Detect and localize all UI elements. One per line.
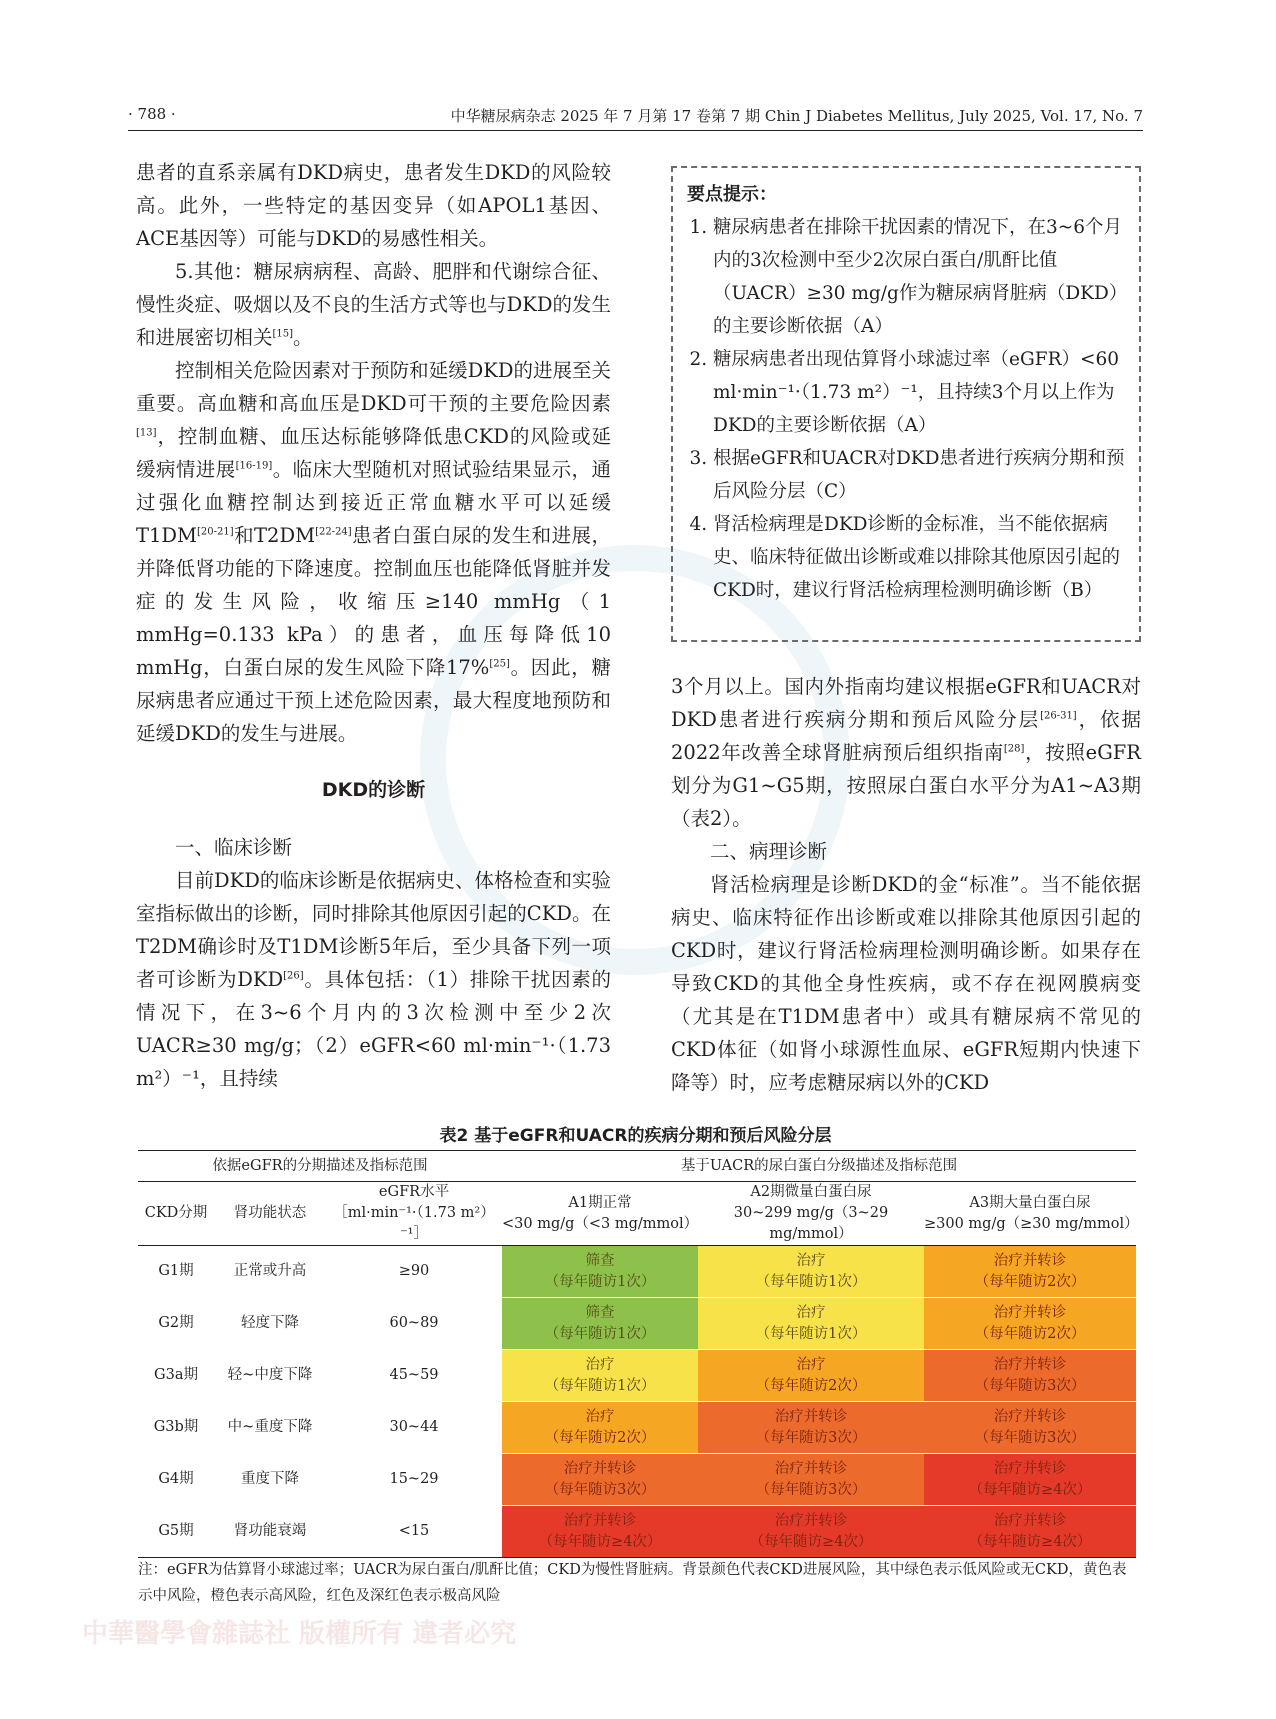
stage-cell: G4期: [158, 1471, 194, 1487]
stage-cell: G3b期: [153, 1419, 199, 1435]
risk-cell: 治疗并转诊 （每年随访3次）: [924, 1350, 1136, 1402]
citation: [26-31]: [1040, 710, 1077, 722]
risk-cell: 治疗 （每年随访1次）: [698, 1246, 924, 1298]
risk-cell: 治疗并转诊 （每年随访2次）: [924, 1298, 1136, 1350]
table-caption: 表2 基于eGFR和UACR的疾病分期和预后风险分层: [439, 1126, 832, 1146]
paragraph: 控制相关危险因素对于预防和延缓DKD的进展至关重要。高血糖和高血压是DKD可干预的主要危险因素[13]，控制血糖、血压达标能够降低患CKD的风险或延缓病情进展[16-19]。临床大型随机对照试验结果显示，通过强化血糖控制达到接近正常血糖水平可以延缓T1DM[20-21]和T2DM[22-24]患者白蛋白尿的发生和进展，并降低肾功能的下降速度。控制血压也能降低肾脏并发症的发生风险，收缩压≥140 mmHg（1 mmHg=0.133 kPa）的患者，血压每降低10 mmHg，白蛋白尿的发生风险下降17%[25]。因此，糖尿病患者应通过干预上述危险因素，最大程度地预防和延缓DKD的发生与进展。: [136, 359, 611, 745]
key-point: 3. 根据eGFR和UACR对DKD患者进行疾病分期和预后风险分层（C）: [713, 442, 1125, 508]
right-column: [671, 670, 1141, 1099]
key-points-title: 要点提示：: [687, 184, 777, 205]
ckd-risk-table: [138, 1150, 1139, 1558]
risk-cell: 治疗 （每年随访1次）: [502, 1350, 698, 1402]
function-cell: 肾功能衰竭: [214, 1506, 326, 1558]
table-row: [138, 1298, 1136, 1350]
risk-cell: 筛查 （每年随访1次）: [502, 1298, 698, 1350]
paragraph: 5.其他：糖尿病病程、高龄、肥胖和代谢综合征、慢性炎症、吸烟以及不良的生活方式等也与DKD的发生和进展密切相关[15]。: [136, 260, 611, 349]
citation: [16-19]: [235, 460, 273, 472]
key-points-list: [687, 211, 1125, 607]
key-point: 1. 糖尿病患者在排除干扰因素的情况下，在3~6个月内的3次检测中至少2次尿白蛋白/肌酐比值（UACR）≥30 mg/g作为糖尿病肾脏病（DKD）的主要诊断依据（A）: [713, 211, 1125, 343]
subsection-heading: 二、病理诊断: [710, 840, 828, 863]
key-point: 4. 肾活检病理是DKD诊断的金标准，当不能依据病史、临床特征做出诊断或难以排除其他原因引起的CKD时，建议行肾活检病理检测明确诊断（B）: [713, 508, 1125, 607]
table-row: [138, 1402, 1136, 1454]
risk-cell: 筛查 （每年随访1次）: [502, 1246, 698, 1298]
group-header-uacr: 基于UACR的尿白蛋白分级描述及指标范围: [502, 1151, 1136, 1182]
stage-cell: G2期: [158, 1315, 194, 1331]
risk-cell: 治疗并转诊 （每年随访3次）: [698, 1454, 924, 1506]
citation: [25]: [489, 658, 510, 670]
function-cell: 轻度下降: [241, 1315, 299, 1331]
section-heading: DKD的诊断: [321, 779, 426, 801]
paragraph: 目前DKD的临床诊断是依据病史、体格检查和实验室指标做出的诊断，同时排除其他原因引起的CKD。在T2DM确诊时及T1DM诊断5年后，至少具备下列一项者可诊断为DKD[26]。具体包括：（1）排除干扰因素的情况下，在3~6个月内的3次检测中至少2次UACR≥30 mg/g；（2）eGFR<60 ml·min⁻¹·（1.73 m²）⁻¹，且持续: [136, 869, 611, 1090]
risk-cell: 治疗并转诊 （每年随访≥4次）: [924, 1506, 1136, 1558]
subsection-heading: 一、临床诊断: [175, 836, 293, 859]
stage-cell: G5期: [138, 1506, 214, 1558]
risk-cell: 治疗并转诊 （每年随访3次）: [502, 1454, 698, 1506]
left-column: [136, 156, 611, 1095]
citation: [20-21]: [197, 526, 234, 538]
egfr-cell: ≥90: [398, 1263, 430, 1280]
function-cell: 轻~中度下降: [227, 1367, 313, 1383]
risk-cell: 治疗 （每年随访1次）: [698, 1298, 924, 1350]
citation: [28]: [1003, 743, 1025, 755]
paragraph: 3个月以上。国内外指南均建议根据eGFR和UACR对DKD患者进行疾病分期和预后风险分层[26-31]，依据2022年改善全球肾脏病预后组织指南[28]，按照eGFR划分为G1~G5期，按照尿白蛋白水平分为A1~A3期（表2）。: [671, 675, 1141, 830]
citation: [26]: [283, 970, 304, 982]
citation: [15]: [272, 328, 294, 340]
risk-cell: 治疗并转诊 （每年随访3次）: [924, 1402, 1136, 1454]
citation: [13]: [136, 427, 157, 439]
risk-cell: 治疗并转诊 （每年随访≥4次）: [502, 1506, 698, 1558]
risk-cell: 治疗 （每年随访2次）: [698, 1350, 924, 1402]
risk-cell: 治疗并转诊 （每年随访3次）: [698, 1402, 924, 1454]
table-row: [138, 1350, 1136, 1402]
egfr-cell: 60~89: [389, 1315, 439, 1331]
risk-cell: 治疗并转诊 （每年随访≥4次）: [924, 1454, 1136, 1506]
table-note: 注：eGFR为估算肾小球滤过率；UACR为尿白蛋白/肌酐比值；CKD为慢性肾脏病。背景颜色代表CKD进展风险，其中绿色表示低风险或无CKD，黄色表示中风险，橙色表示高风险，红色及深红色表示极高风险: [138, 1562, 1127, 1604]
egfr-cell: 45~59: [389, 1367, 439, 1383]
table-row: [138, 1246, 1136, 1298]
egfr-cell: 30~44: [389, 1419, 439, 1435]
function-cell: 中~重度下降: [227, 1419, 313, 1435]
risk-cell: 治疗并转诊 （每年随访≥4次）: [698, 1506, 924, 1558]
stage-cell: G3a期: [154, 1367, 198, 1383]
function-cell: 重度下降: [241, 1471, 299, 1487]
journal-title: 中华糖尿病杂志 2025 年 7 月第 17 卷第 7 期 Chin J Diabetes Mellitus, July 2025, Vol. 17, No. 7: [450, 107, 1143, 125]
column-header: 肾功能状态: [214, 1182, 326, 1246]
paragraph: 患者的直系亲属有DKD病史，患者发生DKD的风险较高。此外，一些特定的基因变异（如APOL1基因、ACE基因等）可能与DKD的易感性相关。: [136, 161, 611, 250]
column-header: A2期微量白蛋白尿 30~299 mg/g（3~29 mg/mmol）: [698, 1182, 924, 1246]
function-cell: 正常或升高: [233, 1263, 307, 1280]
key-point: 2. 糖尿病患者出现估算肾小球滤过率（eGFR）<60 ml·min⁻¹·（1.73 m²）⁻¹，且持续3个月以上作为DKD的主要诊断依据（A）: [713, 343, 1125, 442]
group-header-egfr: 依据eGFR的分期描述及指标范围: [138, 1151, 502, 1182]
paragraph: 肾活检病理是诊断DKD的金“标准”。当不能依据病史、临床特征作出诊断或难以排除其他原因引起的CKD时，建议行肾活检病理检测明确诊断。如果存在导致CKD的其他全身性疾病，或不存在视网膜病变（尤其是在T1DM患者中）或具有糖尿病不常见的CKD体征（如肾小球源性血尿、eGFR短期内快速下降等）时，应考虑糖尿病以外的CKD: [671, 873, 1141, 1094]
table-row: [138, 1506, 1136, 1558]
citation: [22-24]: [315, 526, 352, 538]
column-header: A3期大量白蛋白尿 ≥300 mg/g（≥30 mg/mmol）: [924, 1182, 1136, 1246]
column-header: A1期正常 <30 mg/g（<3 mg/mmol）: [502, 1182, 698, 1246]
key-points-box: [671, 166, 1141, 642]
egfr-cell: <15: [326, 1506, 502, 1558]
risk-cell: 治疗并转诊 （每年随访2次）: [924, 1246, 1136, 1298]
stage-cell: G1期: [158, 1263, 194, 1280]
table-row: [138, 1454, 1136, 1506]
page-number: · 788 ·: [128, 105, 176, 123]
column-header: eGFR水平 ［ml·min⁻¹·（1.73 m²）⁻¹］: [326, 1182, 502, 1246]
publisher-watermark: 中華醫學會雜誌社 版權所有 違者必究: [82, 1619, 517, 1649]
column-header: CKD分期: [138, 1182, 214, 1246]
egfr-cell: 15~29: [389, 1471, 439, 1487]
risk-cell: 治疗 （每年随访2次）: [502, 1402, 698, 1454]
page-header: [128, 100, 1143, 131]
